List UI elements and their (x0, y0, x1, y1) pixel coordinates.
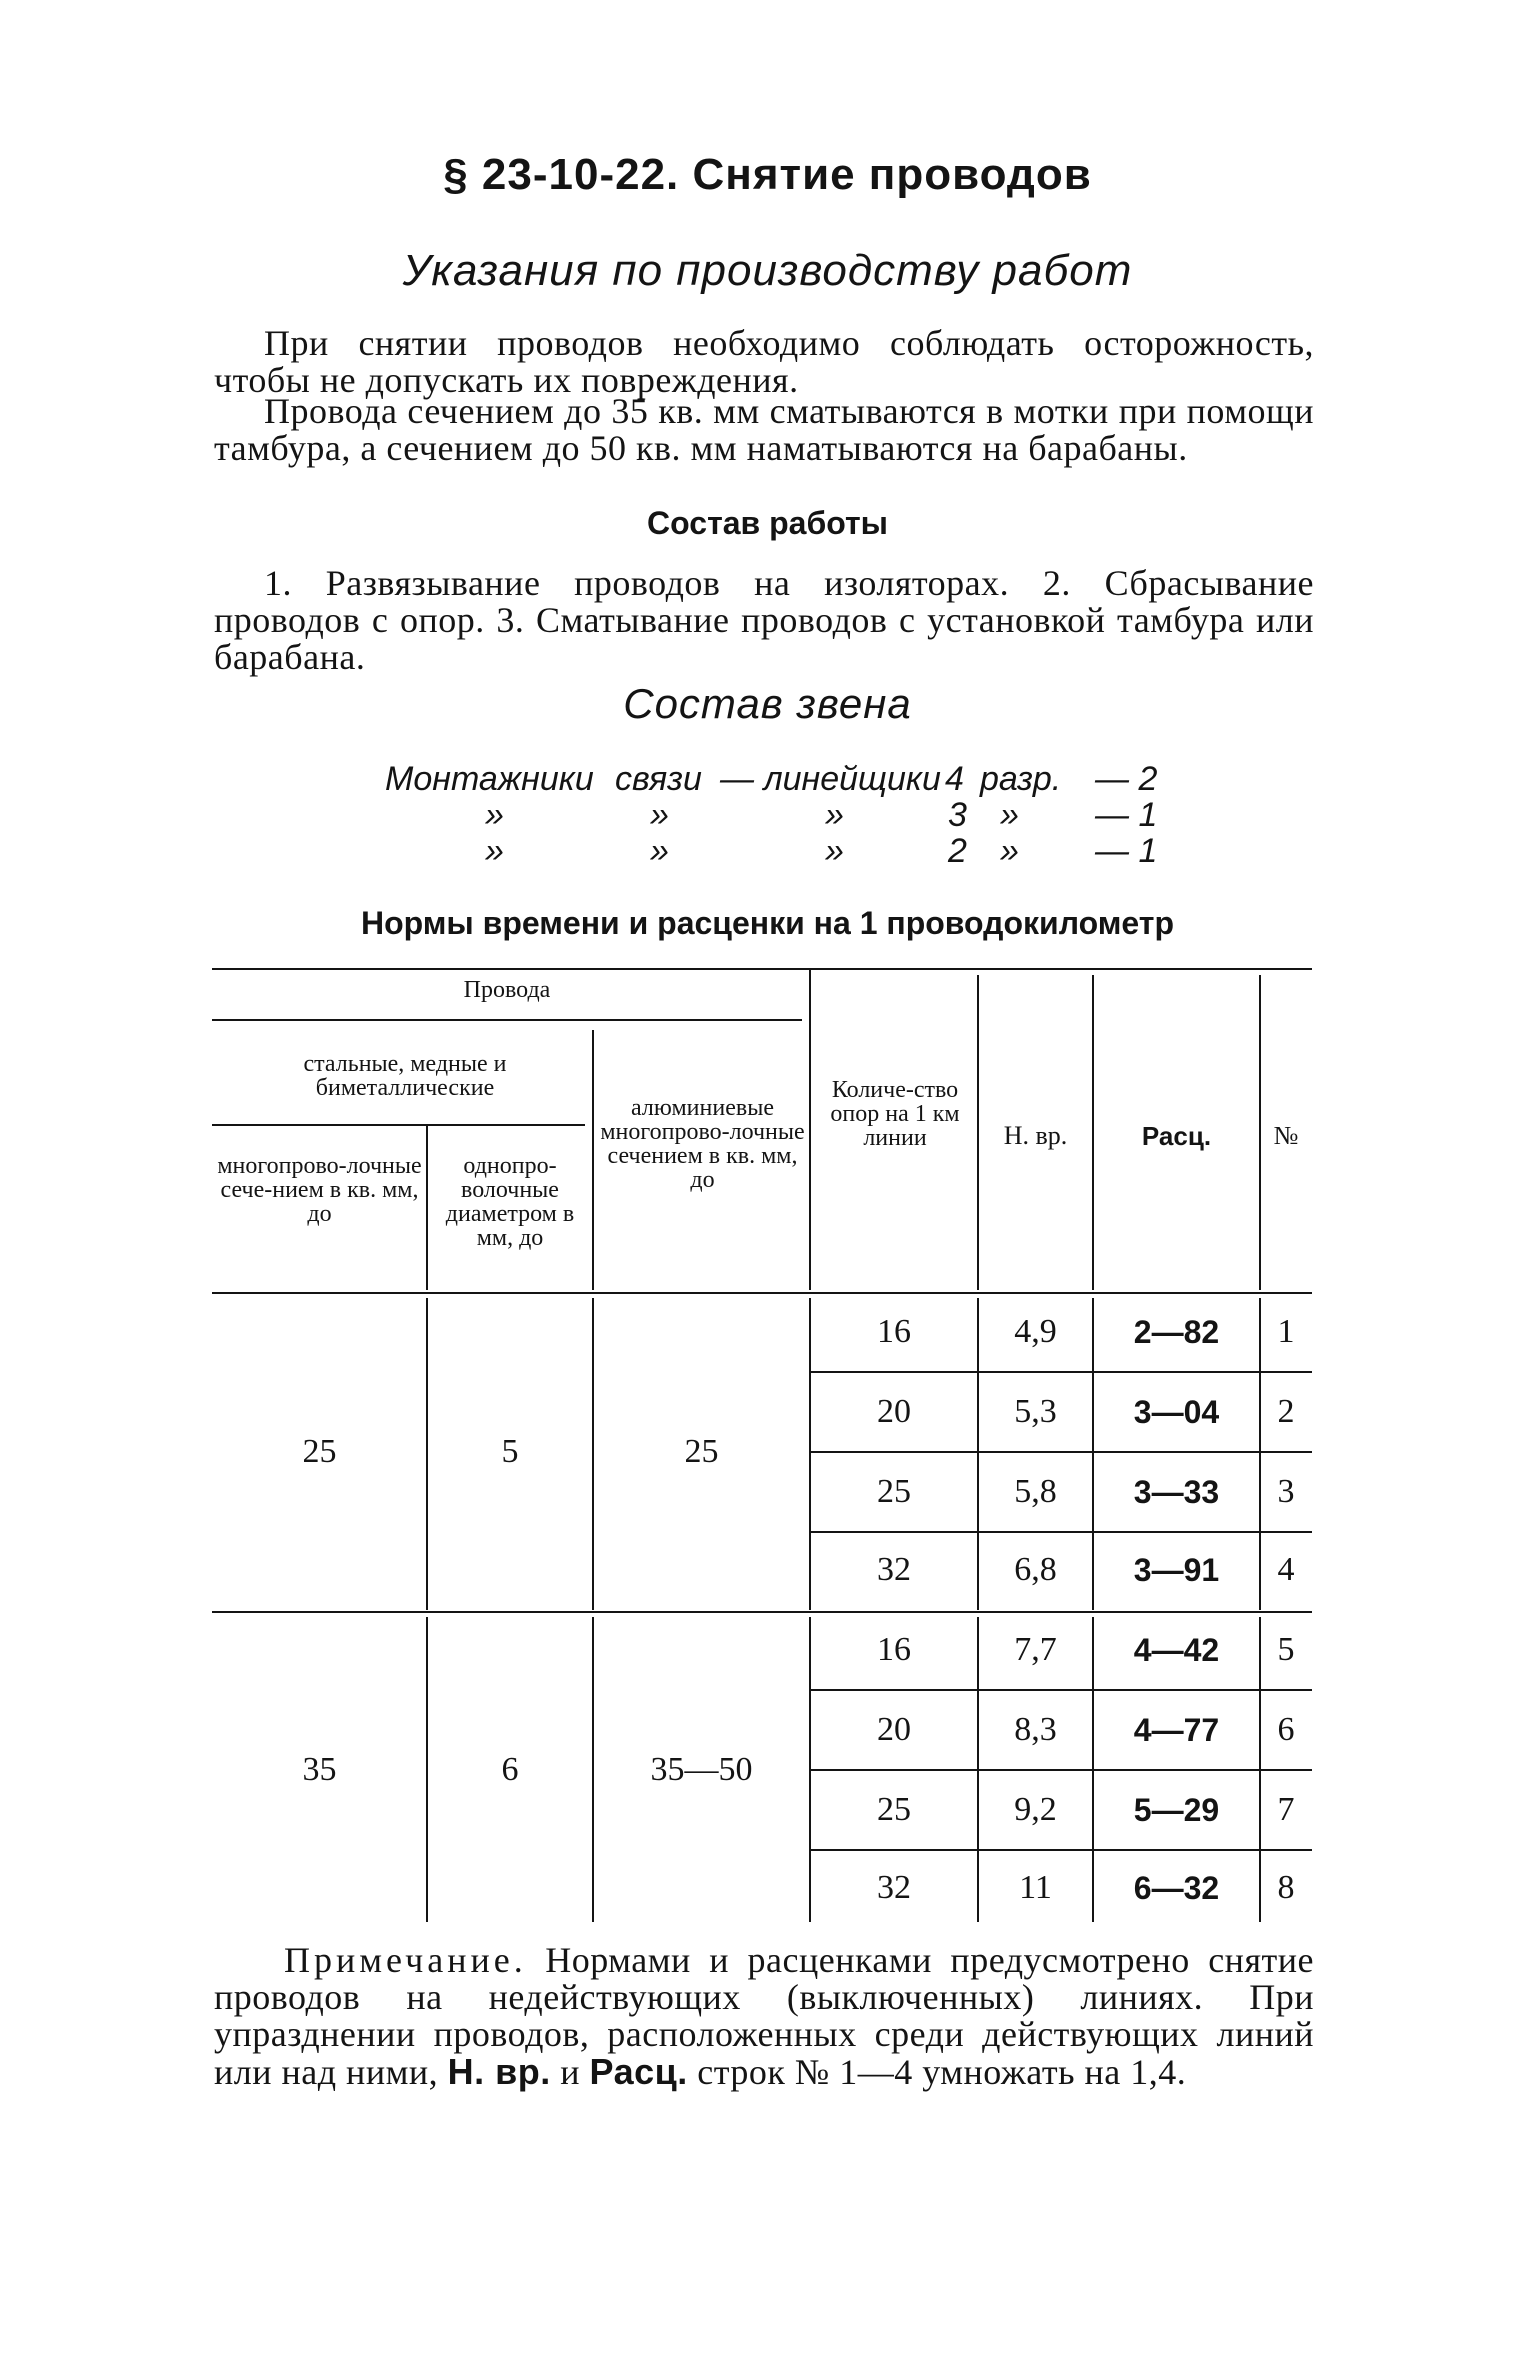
crew-heading: Состав звена (623, 680, 912, 727)
table-cell: 20 (877, 1393, 911, 1430)
crew-role-3: — линейщики (720, 760, 941, 798)
table-cell: 6,8 (1014, 1551, 1057, 1588)
crew-role: » (485, 796, 504, 834)
table-cell: 25 (877, 1791, 911, 1828)
group1-multi: 25 (302, 1433, 337, 1470)
group1-single: 5 (501, 1433, 519, 1470)
table-cell: 16 (877, 1313, 911, 1350)
crew-role-2: связи (615, 760, 702, 798)
table-cell: 5 (1277, 1631, 1295, 1668)
crew-grade: 2 (948, 832, 967, 870)
table-cell: 8,3 (1014, 1711, 1057, 1748)
table-cell: 4,9 (1014, 1313, 1057, 1350)
group2-aluminium: 35—50 (650, 1751, 753, 1788)
instructions-heading: Указания по производству работ (402, 246, 1133, 295)
note-price: Расц. (589, 2051, 688, 2092)
header-multi-wire: многопрово-лочные сече-нием в кв. мм, до (217, 1153, 422, 1227)
table-cell: 11 (1019, 1869, 1052, 1906)
note-text: Нормами и расценками предусмотрено снятие проводов на недействующих (выключенных) линиях. При упразднении проводов, расположенных среди действующих линий или над ними, (214, 1940, 1314, 2092)
header-wires: Провода (463, 977, 551, 1003)
header-norm: Н. вр. (1003, 1121, 1068, 1150)
header-steel-group: стальные, медные и биметаллические (303, 1051, 507, 1101)
crew-role-2: » (650, 796, 669, 834)
table-cell: 6—32 (1133, 1870, 1220, 1906)
crew-count: — 2 (1095, 760, 1158, 798)
crew-unit: » (1000, 832, 1019, 870)
table-cell: 20 (877, 1711, 911, 1748)
table-cell: 2—82 (1133, 1314, 1220, 1350)
crew-role-2: » (650, 832, 669, 870)
crew-role: Монтажники (385, 760, 594, 798)
table-cell: 6 (1277, 1711, 1295, 1748)
table-cell: 1 (1277, 1313, 1295, 1350)
paragraph-caution: При снятии проводов необходимо соблюдать осторожность, чтобы не допускать их повреждения. (214, 323, 1314, 400)
crew-unit: разр. (980, 760, 1062, 798)
header-price: Расц. (1141, 1121, 1212, 1151)
note (214, 1942, 1314, 2091)
table-cell: 5—29 (1133, 1792, 1220, 1828)
crew-grade: 3 (948, 796, 967, 834)
table-cell: 3—91 (1133, 1552, 1220, 1588)
table-cell: 5,8 (1014, 1473, 1057, 1510)
crew-count: — 1 (1095, 832, 1158, 870)
note-norm: Н. вр. (447, 2051, 551, 2092)
section-title: § 23-10-22. Снятие проводов (443, 150, 1092, 199)
crew-role: » (485, 832, 504, 870)
table-cell: 7,7 (1014, 1631, 1057, 1668)
note-text: строк № 1—4 умножать на 1,4. (687, 2052, 1187, 2092)
group2-single: 6 (501, 1751, 519, 1788)
table-cell: 4 (1277, 1551, 1295, 1588)
table-cell: 3 (1277, 1473, 1295, 1510)
work-steps: 1. Развязывание проводов на изоляторах. 2. Сбрасывание проводов с опор. 3. Сматывание проводов с установкой тамбура или барабана. (214, 563, 1314, 677)
table-cell: 16 (877, 1631, 911, 1668)
table-cell: 5,3 (1014, 1393, 1057, 1430)
header-aluminium: алюминиевые многопрово-лочные сечением в кв. мм, до (600, 1095, 805, 1193)
header-number: № (1273, 1121, 1299, 1150)
crew-grade: 4 (945, 760, 964, 798)
crew-count: — 1 (1095, 796, 1158, 834)
crew-role-3: » (825, 796, 844, 834)
work-heading: Состав работы (647, 505, 888, 541)
note-text: и (550, 2052, 590, 2092)
crew-role-3: » (825, 832, 844, 870)
header-single-wire: однопро-волочные диаметром в мм, до (445, 1153, 575, 1251)
table-cell: 2 (1277, 1393, 1295, 1430)
table-cell: 3—33 (1133, 1474, 1220, 1510)
header-supports: Количе-ство опор на 1 км линии (830, 1077, 960, 1151)
table-cell: 32 (877, 1869, 911, 1906)
table-cell: 25 (877, 1473, 911, 1510)
table-cell: 4—77 (1133, 1712, 1220, 1748)
group1-aluminium: 25 (684, 1433, 719, 1470)
table-cell: 32 (877, 1551, 911, 1588)
paragraph-winding: Провода сечением до 35 кв. мм сматываются в мотки при помощи тамбура, а сечением до 50 кв. мм наматываются на барабаны. (214, 391, 1314, 468)
table-title: Нормы времени и расценки на 1 проводокилометр (360, 905, 1175, 941)
group2-multi: 35 (302, 1751, 337, 1788)
note-label: Примечание. (284, 1940, 527, 1980)
table-cell: 4—42 (1133, 1632, 1220, 1668)
table-cell: 9,2 (1014, 1791, 1057, 1828)
table-cell: 7 (1277, 1791, 1295, 1828)
table-cell: 8 (1277, 1869, 1295, 1906)
crew-unit: » (1000, 796, 1019, 834)
table-cell: 3—04 (1133, 1394, 1220, 1430)
